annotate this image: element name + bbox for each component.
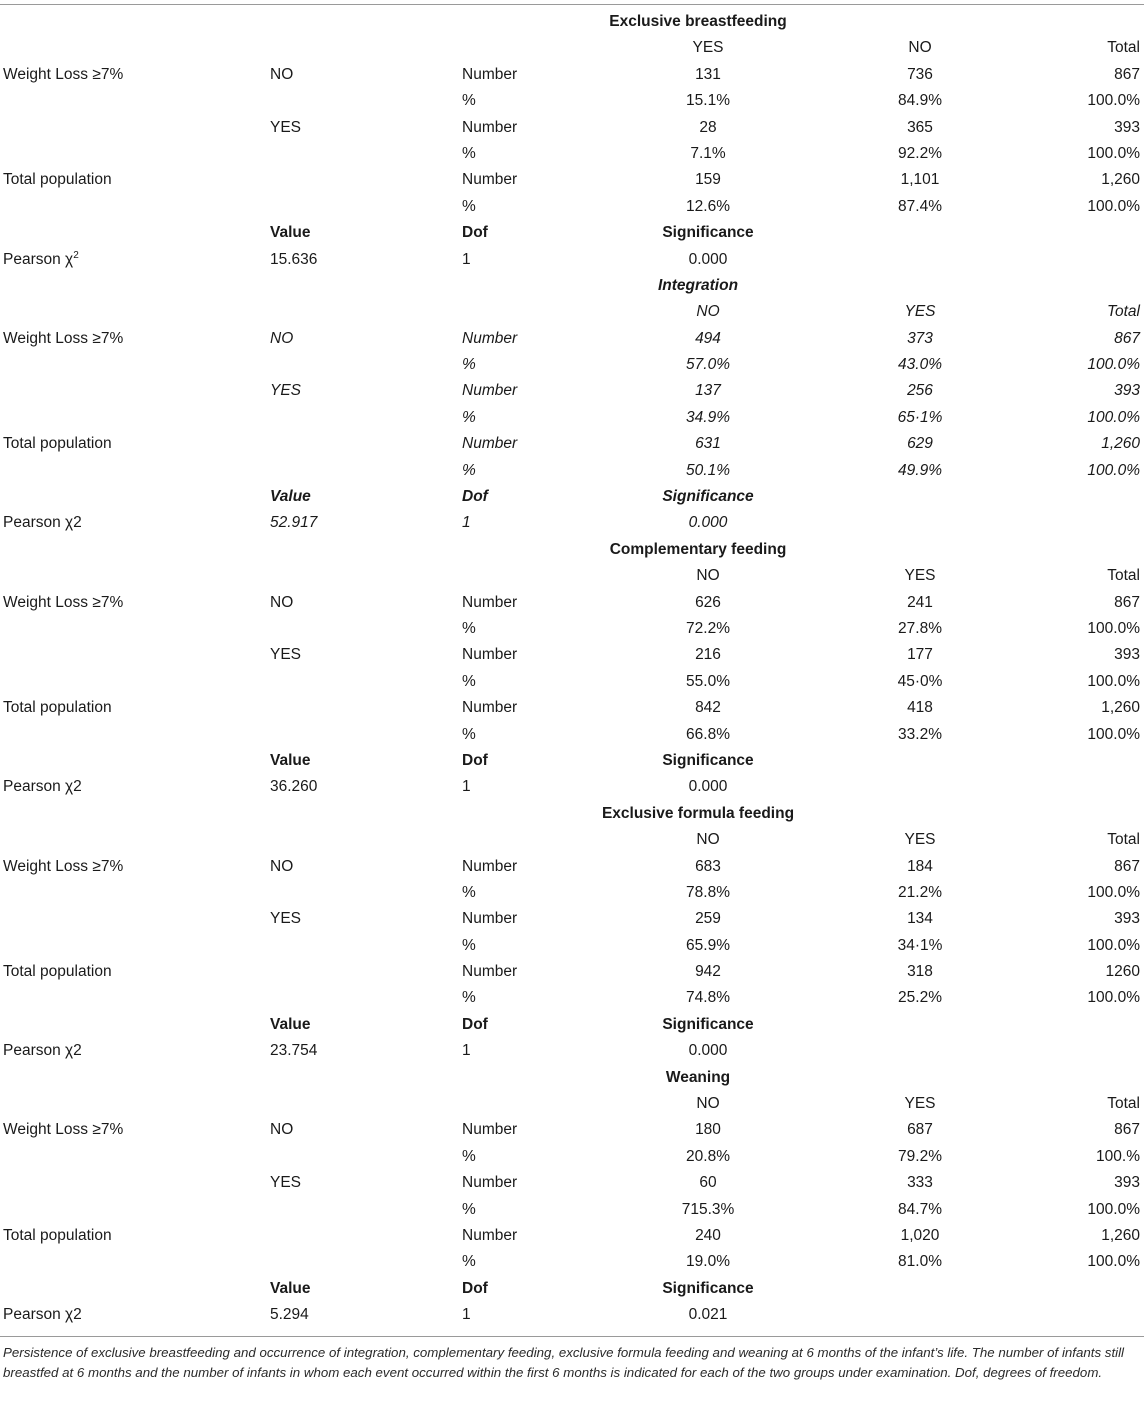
total-cell: 867: [1114, 593, 1140, 611]
block-title-row: [0, 801, 1144, 827]
total-cell: 1,260: [1101, 435, 1140, 453]
measure-label: %: [462, 144, 476, 162]
stat-label-text: Pearson χ2: [3, 514, 82, 532]
weight-loss-level: NO: [270, 857, 294, 875]
weight-loss-level: YES: [270, 910, 302, 928]
value-cell: 177: [907, 646, 933, 664]
stat-value: 1: [462, 1042, 471, 1060]
value-cell: 333: [907, 1174, 933, 1192]
total-cell: 1,260: [1101, 171, 1140, 189]
value-cell: 84.9%: [898, 92, 942, 110]
stat-value: 23.754: [270, 1042, 318, 1060]
stat-header: Dof: [462, 488, 488, 506]
total-cell: 1,260: [1101, 699, 1140, 717]
weight-loss-level: YES: [270, 382, 302, 400]
total-cell: 393: [1114, 118, 1140, 136]
measure-label: %: [462, 1253, 476, 1271]
weight-loss-level: YES: [270, 1174, 302, 1192]
stat-header: Value: [270, 1279, 311, 1297]
value-cell: 45·0%: [897, 672, 943, 690]
stat-header: Significance: [662, 751, 754, 769]
measure-label: %: [462, 989, 476, 1007]
stat-header: Value: [270, 488, 311, 506]
stat-value: 52.917: [270, 514, 318, 532]
table-row: [0, 194, 1144, 220]
table-row: [0, 352, 1144, 378]
table-row: [0, 431, 1144, 457]
measure-label: Number: [462, 382, 518, 400]
table-row: [0, 378, 1144, 404]
stat-header: Value: [270, 751, 311, 769]
table-row: [0, 1117, 1144, 1143]
total-cell: 100.0%: [1087, 1200, 1140, 1218]
measure-label: Number: [462, 857, 518, 875]
group-label: Total population: [3, 699, 112, 717]
value-cell: 27.8%: [898, 619, 942, 637]
stat-header-row: [0, 1276, 1144, 1302]
stat-header: Dof: [462, 751, 488, 769]
column-header: YES: [692, 39, 724, 57]
value-cell: 365: [907, 118, 933, 136]
column-header: Total: [1107, 831, 1140, 849]
table-row: [0, 1197, 1144, 1223]
total-cell: 1260: [1105, 963, 1140, 981]
table-row: [0, 669, 1144, 695]
group-label: Total population: [3, 435, 112, 453]
column-header: NO: [696, 1095, 720, 1113]
group-label: Total population: [3, 1226, 112, 1244]
stat-header: Significance: [662, 1279, 754, 1297]
total-cell: 100.%: [1096, 1147, 1140, 1165]
column-header: YES: [904, 831, 936, 849]
stat-value: 36.260: [270, 778, 318, 796]
measure-label: %: [462, 883, 476, 901]
value-cell: 79.2%: [898, 1147, 942, 1165]
stat-label: [3, 777, 82, 797]
table-row: [0, 906, 1144, 932]
value-cell: 21.2%: [898, 883, 942, 901]
value-cell: 60: [699, 1174, 717, 1192]
value-cell: 494: [695, 329, 721, 347]
group-label: Total population: [3, 171, 112, 189]
column-header: Total: [1107, 39, 1140, 57]
table-row: [0, 1223, 1144, 1249]
measure-label: %: [462, 725, 476, 743]
value-cell: 43.0%: [898, 356, 942, 374]
total-cell: 100.0%: [1087, 936, 1140, 954]
block-title-row: [0, 273, 1144, 299]
value-cell: 241: [907, 593, 933, 611]
stat-value: 0.000: [688, 250, 728, 268]
measure-label: Number: [462, 963, 518, 981]
block-title-row: [0, 9, 1144, 35]
stat-value: 0.000: [688, 514, 728, 532]
value-cell: 15.1%: [686, 92, 730, 110]
weight-loss-level: NO: [270, 65, 294, 83]
table-row: [0, 616, 1144, 642]
value-cell: 240: [695, 1226, 721, 1244]
measure-label: Number: [462, 1121, 518, 1139]
total-cell: 100.0%: [1087, 619, 1140, 637]
total-cell: 100.0%: [1087, 883, 1140, 901]
total-cell: 1,260: [1101, 1226, 1140, 1244]
value-cell: 55.0%: [686, 672, 730, 690]
weight-loss-level: NO: [270, 329, 294, 347]
stat-label-text: Pearson χ: [3, 250, 74, 268]
total-cell: 100.0%: [1087, 197, 1140, 215]
column-header-row: [0, 299, 1144, 325]
stat-header-row: [0, 748, 1144, 774]
measure-label: Number: [462, 1174, 518, 1192]
value-cell: 34·1%: [897, 936, 943, 954]
value-cell: 318: [907, 963, 933, 981]
table-row: [0, 985, 1144, 1011]
results-table: [0, 9, 1144, 1329]
table-row: [0, 959, 1144, 985]
value-cell: 19.0%: [686, 1253, 730, 1271]
table-row: [0, 1144, 1144, 1170]
block-title: Integration: [657, 276, 739, 294]
value-cell: 629: [907, 435, 933, 453]
total-cell: 393: [1114, 646, 1140, 664]
column-header: NO: [696, 567, 720, 585]
column-header-row: [0, 1091, 1144, 1117]
group-label: Weight Loss ≥7%: [3, 65, 124, 83]
value-cell: 25.2%: [898, 989, 942, 1007]
total-cell: 867: [1114, 857, 1140, 875]
measure-label: Number: [462, 435, 518, 453]
table-row: [0, 326, 1144, 352]
table-row: [0, 62, 1144, 88]
block-title: Exclusive breastfeeding: [609, 13, 787, 30]
column-header: NO: [696, 303, 720, 321]
column-header: NO: [908, 39, 932, 57]
measure-label: Number: [462, 118, 518, 136]
value-cell: 631: [695, 435, 721, 453]
table-row: [0, 590, 1144, 616]
group-label: Total population: [3, 963, 112, 981]
value-cell: 687: [907, 1121, 933, 1139]
table-row: [0, 405, 1144, 431]
stat-label-text: Pearson χ2: [3, 778, 82, 796]
value-cell: 20.8%: [686, 1147, 730, 1165]
value-cell: 134: [907, 910, 933, 928]
stat-label-superscript: 2: [73, 249, 79, 261]
value-cell: 418: [907, 699, 933, 717]
column-header-row: [0, 563, 1144, 589]
table-row: [0, 141, 1144, 167]
value-cell: 942: [695, 963, 721, 981]
table-row: [0, 458, 1144, 484]
measure-label: Number: [462, 910, 518, 928]
measure-label: Number: [462, 65, 518, 83]
value-cell: 84.7%: [898, 1200, 942, 1218]
value-cell: 159: [695, 171, 721, 189]
measure-label: Number: [462, 1226, 518, 1244]
value-cell: 92.2%: [898, 144, 942, 162]
value-cell: 842: [695, 699, 721, 717]
column-header: Total: [1107, 1095, 1140, 1113]
stat-header-row: [0, 1012, 1144, 1038]
weight-loss-level: YES: [270, 646, 302, 664]
value-cell: 7.1%: [690, 144, 726, 162]
table-row: [0, 880, 1144, 906]
value-cell: 57.0%: [686, 356, 730, 374]
group-label: Weight Loss ≥7%: [3, 857, 124, 875]
total-cell: 393: [1114, 910, 1140, 928]
column-header-row: [0, 35, 1144, 61]
value-cell: 66.8%: [686, 725, 730, 743]
stat-header: Significance: [662, 224, 754, 242]
table-row: [0, 933, 1144, 959]
stat-value: 1: [462, 514, 471, 532]
total-cell: 100.0%: [1087, 144, 1140, 162]
stat-label: [3, 250, 79, 270]
stat-value: 1: [462, 778, 471, 796]
bottom-rule: [0, 1336, 1144, 1337]
measure-label: Number: [462, 646, 518, 664]
stat-values-row: [0, 774, 1144, 800]
table-row: [0, 115, 1144, 141]
value-cell: 12.6%: [686, 197, 730, 215]
stat-value: 0.000: [688, 1042, 728, 1060]
value-cell: 1,101: [900, 171, 940, 189]
table-row: [0, 695, 1144, 721]
column-header: NO: [696, 831, 720, 849]
group-label: Weight Loss ≥7%: [3, 329, 124, 347]
stat-header: Dof: [462, 224, 488, 242]
stat-values-row: [0, 1302, 1144, 1328]
group-label: Weight Loss ≥7%: [3, 593, 124, 611]
table-row: [0, 642, 1144, 668]
column-header: YES: [904, 567, 936, 585]
measure-label: %: [462, 92, 476, 110]
table-row: [0, 1249, 1144, 1275]
weight-loss-level: NO: [270, 593, 294, 611]
value-cell: 180: [695, 1121, 721, 1139]
total-cell: 100.0%: [1087, 461, 1140, 479]
stat-header: Value: [270, 224, 311, 242]
total-cell: 867: [1114, 1121, 1140, 1139]
value-cell: 78.8%: [686, 883, 730, 901]
measure-label: %: [462, 356, 476, 374]
value-cell: 28: [699, 118, 717, 136]
stat-header-row: [0, 220, 1144, 246]
top-rule: [0, 4, 1144, 5]
group-label: Weight Loss ≥7%: [3, 1121, 124, 1139]
value-cell: 137: [695, 382, 721, 400]
total-cell: 100.0%: [1087, 725, 1140, 743]
total-cell: 100.0%: [1087, 92, 1140, 110]
table-caption: Persistence of exclusive breastfeeding and occurrence of integration, complementary feeding, exclusive formula feeding and weaning at 6 months of the infant’s life. The number of infants still breastfed at 6 months and the number of infants in whom each event occurred within the first 6 months is indicated for each of the two groups under examination. Dof, degrees of freedom.: [3, 1345, 1125, 1380]
stat-value: 5.294: [270, 1306, 309, 1324]
stat-header: Significance: [662, 1015, 754, 1033]
block-title: Complementary feeding: [609, 540, 787, 558]
value-cell: 715.3%: [681, 1200, 735, 1218]
value-cell: 736: [907, 65, 933, 83]
weight-loss-level: NO: [270, 1121, 294, 1139]
total-cell: 393: [1114, 382, 1140, 400]
measure-label: Number: [462, 593, 518, 611]
table-row: [0, 722, 1144, 748]
value-cell: 33.2%: [898, 725, 942, 743]
stat-label: [3, 1305, 82, 1325]
value-cell: 34.9%: [686, 408, 730, 426]
column-header: YES: [904, 303, 936, 321]
block-title-row: [0, 1065, 1144, 1091]
column-header: Total: [1107, 567, 1140, 585]
value-cell: 81.0%: [898, 1253, 942, 1271]
stat-header: Significance: [662, 488, 754, 506]
table-row: [0, 1170, 1144, 1196]
column-header-row: [0, 827, 1144, 853]
stat-label-text: Pearson χ2: [3, 1042, 82, 1060]
stat-value: 15.636: [270, 250, 318, 268]
stat-value: 0.021: [688, 1306, 728, 1324]
table-row: [0, 854, 1144, 880]
stat-header: Value: [270, 1015, 311, 1033]
stat-values-row: [0, 510, 1144, 536]
measure-label: %: [462, 1200, 476, 1218]
stat-label: [3, 513, 82, 533]
measure-label: Number: [462, 699, 518, 717]
value-cell: 49.9%: [898, 461, 942, 479]
measure-label: Number: [462, 171, 518, 189]
table-row: [0, 88, 1144, 114]
column-header: Total: [1106, 303, 1140, 321]
measure-label: Number: [462, 329, 518, 347]
measure-label: %: [462, 619, 476, 637]
weight-loss-level: YES: [270, 118, 302, 136]
block-title: Weaning: [665, 1068, 731, 1086]
table-row: [0, 167, 1144, 193]
value-cell: 72.2%: [686, 619, 730, 637]
value-cell: 683: [695, 857, 721, 875]
stat-label: [3, 1041, 82, 1061]
stat-value: 1: [462, 250, 471, 268]
stat-value: 1: [462, 1306, 471, 1324]
measure-label: %: [462, 672, 476, 690]
total-cell: 100.0%: [1087, 356, 1140, 374]
total-cell: 100.0%: [1087, 408, 1140, 426]
total-cell: 867: [1114, 65, 1140, 83]
stat-header: Dof: [462, 1015, 488, 1033]
value-cell: 65·1%: [897, 408, 943, 426]
measure-label: %: [462, 197, 476, 215]
total-cell: 100.0%: [1087, 672, 1140, 690]
value-cell: 74.8%: [686, 989, 730, 1007]
stat-value: 0.000: [688, 778, 728, 796]
total-cell: 100.0%: [1087, 989, 1140, 1007]
total-cell: 867: [1114, 329, 1140, 347]
column-header: YES: [904, 1095, 936, 1113]
value-cell: 87.4%: [898, 197, 942, 215]
value-cell: 626: [695, 593, 721, 611]
stat-header: Dof: [462, 1279, 488, 1297]
value-cell: 373: [907, 329, 933, 347]
stat-values-row: [0, 247, 1144, 273]
total-cell: 100.0%: [1087, 1253, 1140, 1271]
measure-label: %: [462, 936, 476, 954]
value-cell: 216: [695, 646, 721, 664]
measure-label: %: [462, 461, 476, 479]
stat-values-row: [0, 1038, 1144, 1064]
block-title: Exclusive formula feeding: [601, 804, 795, 822]
value-cell: 256: [907, 382, 933, 400]
stat-header-row: [0, 484, 1144, 510]
value-cell: 184: [907, 857, 933, 875]
measure-label: %: [462, 1147, 476, 1165]
value-cell: 50.1%: [686, 461, 730, 479]
measure-label: %: [462, 408, 476, 426]
value-cell: 131: [695, 65, 721, 83]
value-cell: 65.9%: [686, 936, 730, 954]
total-cell: 393: [1114, 1174, 1140, 1192]
block-title-row: [0, 537, 1144, 563]
value-cell: 259: [695, 910, 721, 928]
value-cell: 1,020: [900, 1226, 940, 1244]
stat-label-text: Pearson χ2: [3, 1306, 82, 1324]
